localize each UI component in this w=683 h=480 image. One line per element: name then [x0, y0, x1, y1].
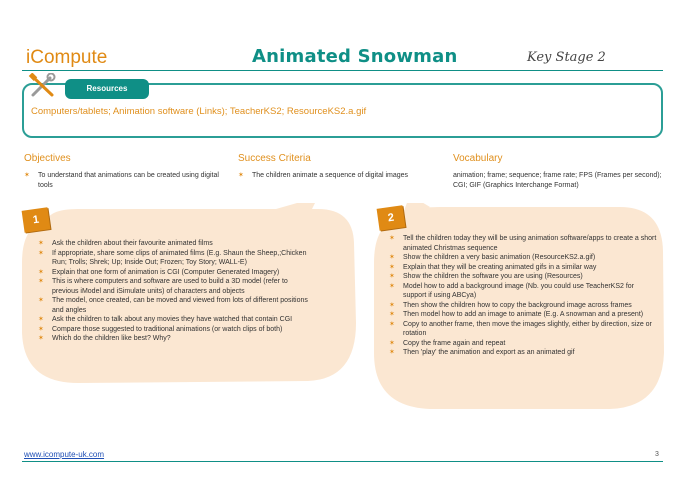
- bullet-star-icon: ✶: [38, 297, 44, 304]
- list-item: ✶ Copy the frame again and repeat: [389, 339, 506, 347]
- list-item: ✶ Then show the children how to copy the background image across frames: [389, 301, 632, 309]
- footer-website-link[interactable]: www.icompute-uk.com: [24, 450, 105, 459]
- step-1-list: [38, 239, 310, 344]
- list-item: ✶ Compare those suggested to traditional animations (or watch clips of both): [38, 325, 283, 333]
- bullet-star-icon: ✶: [38, 335, 44, 342]
- bullet-star-icon: ✶: [38, 240, 44, 247]
- bullet-star-icon: ✶: [389, 301, 395, 309]
- list-item: ✶ Tell the children today they will be using animation software/apps to create a short animated Christmas sequence: [389, 235, 657, 252]
- list-item: ✶ Explain that one form of animation is CGI (Computer Generated Imagery): [38, 268, 280, 276]
- objective-item: ✶ To understand that animations can be created using digital tools: [24, 172, 219, 189]
- success-criteria-heading: Success Criteria: [238, 153, 311, 164]
- step-1-badge: 1: [22, 207, 51, 232]
- list-item: ✶ This is where computers and software are used to build a 3D model (refer to previous iModel and iSimulate units) of characters and objects: [38, 278, 288, 295]
- bullet-star-icon: ✶: [389, 254, 395, 261]
- bullet-star-icon: ✶: [389, 273, 395, 280]
- list-item: ✶ Model how to add a background image (Nb. you could use TeacherKS2 for support if using ABCya): [389, 282, 635, 299]
- bullet-star-icon: ✶: [389, 320, 395, 328]
- list-item: ✶ If appropriate, share some clips of animated films (E.g. Shaun the Sheep,;Chicken Run; Trolls; Shrek; Up; Inside Out; Frozen; Toy Story; WALL-E): [38, 249, 307, 266]
- footer-divider: [22, 461, 663, 462]
- list-item: ✶ Explain that they will be creating animated gifs in a similar way: [389, 263, 597, 271]
- bullet-star-icon: ✶: [38, 268, 44, 276]
- page-title: Animated Snowman: [252, 46, 458, 67]
- bullet-star-icon: ✶: [38, 278, 44, 285]
- vocabulary-text: animation; frame; sequence; frame rate; FPS (Frames per second); CGI; GIF (Graphics Interchange Format): [453, 172, 662, 189]
- resources-tab: Resources: [65, 79, 149, 99]
- list-item: ✶ Ask the children to talk about any movies they have watched that contain CGI: [38, 316, 293, 323]
- list-item: ✶ Show the children the software you are using (Resources): [389, 273, 583, 280]
- objectives-list: [24, 171, 224, 190]
- page-number: 3: [655, 451, 659, 458]
- header-divider: [22, 70, 663, 71]
- brand-logo-text: iCompute: [26, 47, 108, 68]
- bullet-star-icon: ✶: [389, 311, 395, 318]
- step-2-badge: 2: [377, 205, 406, 230]
- key-stage-label: Key Stage 2: [527, 50, 606, 65]
- tools-icon: [28, 73, 58, 99]
- success-criteria-list: [238, 171, 438, 181]
- bullet-star-icon: ✶: [389, 235, 395, 242]
- objectives-heading: Objectives: [24, 153, 71, 164]
- list-item: ✶ The model, once created, can be moved and viewed from lots of different positions and angles: [38, 297, 308, 314]
- list-item: ✶ Which do the children like best? Why?: [38, 335, 171, 342]
- bullet-star-icon: ✶: [24, 172, 30, 179]
- bullet-star-icon: ✶: [238, 172, 244, 179]
- list-item: ✶ Then 'play' the animation and export as an animated gif: [389, 349, 575, 356]
- bullet-star-icon: ✶: [38, 325, 44, 333]
- list-item: ✶ Then model how to add an image to animate (E.g. A snowman and a present): [389, 311, 644, 318]
- list-item: ✶ Ask the children about their favourite animated films: [38, 240, 213, 247]
- bullet-star-icon: ✶: [389, 282, 395, 290]
- step-2-list: [389, 234, 657, 358]
- vocabulary-heading: Vocabulary: [453, 153, 503, 164]
- resources-text: Computers/tablets; Animation software (Links); TeacherKS2; ResourceKS2.a.gif: [31, 106, 367, 117]
- bullet-star-icon: ✶: [38, 316, 44, 323]
- success-item: ✶ The children animate a sequence of digital images: [238, 172, 409, 179]
- bullet-star-icon: ✶: [389, 263, 395, 271]
- bullet-star-icon: ✶: [389, 349, 395, 356]
- bullet-star-icon: ✶: [38, 249, 44, 257]
- list-item: ✶ Show the children a very basic animation (ResourceKS2.a.gif): [389, 254, 596, 261]
- bullet-star-icon: ✶: [389, 339, 395, 347]
- list-item: ✶ Copy to another frame, then move the images slightly, either by direction, size or rotation: [389, 320, 652, 337]
